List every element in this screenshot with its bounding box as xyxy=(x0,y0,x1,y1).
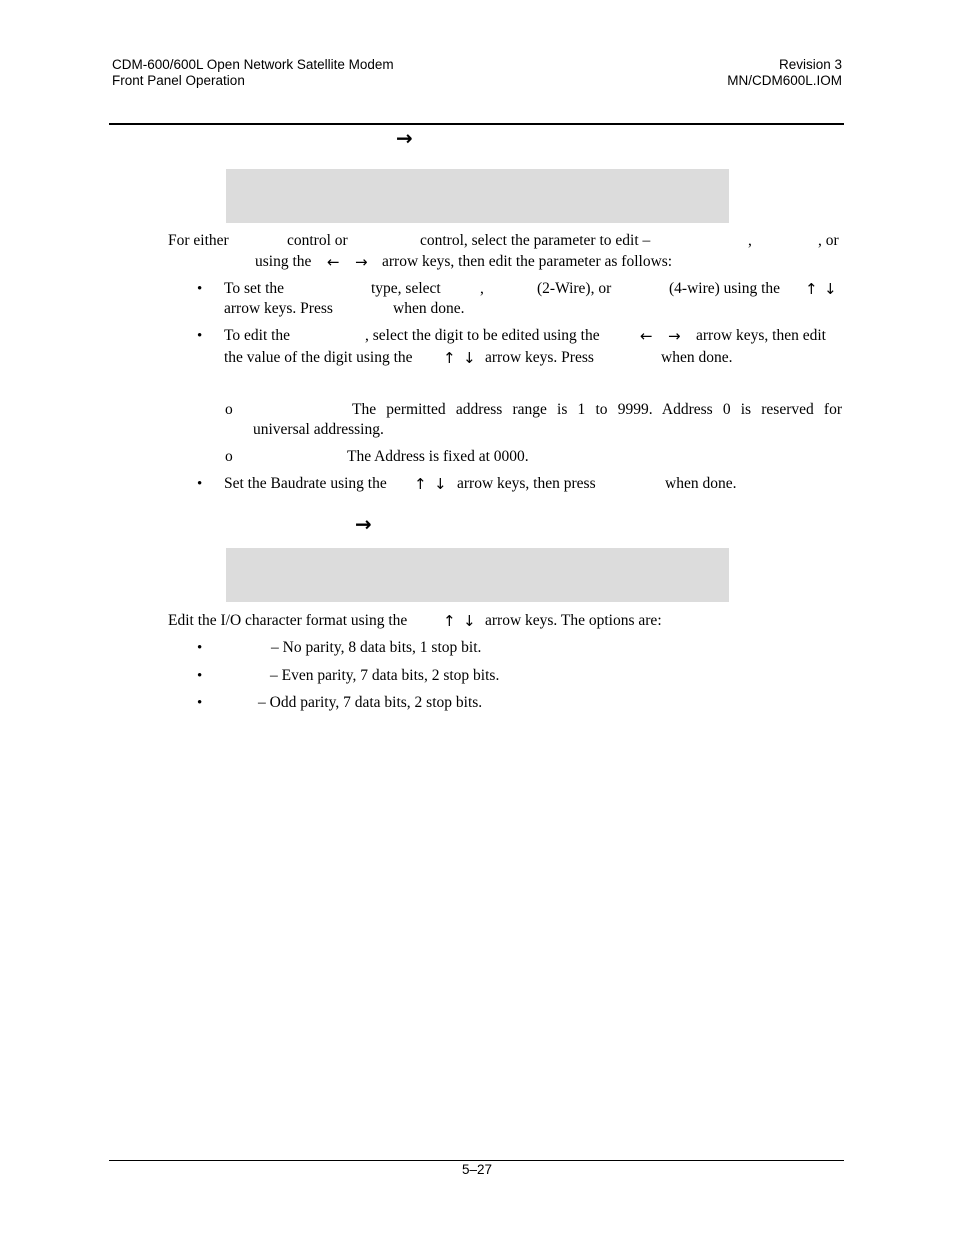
header-rule xyxy=(109,123,844,125)
bullet-icon: • xyxy=(197,476,203,492)
bullet3-text-c: when done. xyxy=(665,475,737,492)
right-arrow-icon: → xyxy=(396,126,413,150)
up-arrow-icon: ↑ xyxy=(805,280,818,298)
intro-text-1e: , or xyxy=(818,232,839,249)
intro-text-1c: control, select the parameter to edit – xyxy=(420,232,651,249)
bullet2-text-c: arrow keys, then edit xyxy=(696,327,826,344)
sub1-text-cont: universal addressing. xyxy=(253,421,384,438)
intro-text-1d: , xyxy=(748,232,752,249)
right-arrow-icon: → xyxy=(668,327,681,345)
bullet2-text-b: , select the digit to be edited using the xyxy=(365,327,600,344)
bullet-icon: • xyxy=(197,328,203,344)
format-option: – Even parity, 7 data bits, 2 stop bits. xyxy=(270,667,500,684)
bullet-icon: • xyxy=(197,281,203,297)
bullet1-text-f: arrow keys. Press xyxy=(224,300,333,317)
bullet2-text-f: when done. xyxy=(661,349,733,366)
left-arrow-icon: ← xyxy=(640,327,653,345)
up-arrow-icon: ↑ xyxy=(443,612,456,630)
sub-bullet-icon: o xyxy=(225,448,233,465)
document-header-left xyxy=(112,57,394,89)
bullet2-text-d: the value of the digit using the xyxy=(224,349,413,366)
sub1-text: The permitted address range is 1 to 9999. Address 0 is reserved for xyxy=(352,401,842,418)
intro-text-2a: using the xyxy=(255,253,312,270)
bullet1-text-b: type, select xyxy=(371,280,441,297)
intro-text-1a: For either xyxy=(168,232,229,249)
format-option: – Odd parity, 7 data bits, 2 stop bits. xyxy=(258,694,483,711)
bullet-icon: • xyxy=(197,640,203,656)
document-header-right xyxy=(727,57,842,89)
bullet1-text-e: (4-wire) using the xyxy=(669,280,781,297)
revision-label: Revision 3 xyxy=(778,57,842,72)
right-arrow-icon: → xyxy=(355,512,372,536)
bullet1-text-c: , xyxy=(480,280,484,297)
format-option: – No parity, 8 data bits, 1 stop bit. xyxy=(271,639,482,656)
lcd-display-box xyxy=(226,548,729,602)
document-title: CDM-600/600L Open Network Satellite Modem xyxy=(112,57,394,72)
footer-rule xyxy=(109,1160,844,1161)
bullet1-text-a: To set the xyxy=(224,280,285,297)
intro-text-2b: arrow keys, then edit the parameter as follows: xyxy=(382,253,673,270)
bullet2-text-e: arrow keys. Press xyxy=(485,349,594,366)
up-arrow-icon: ↑ xyxy=(443,349,456,367)
right-arrow-icon: → xyxy=(355,253,368,271)
sub2-text: The Address is fixed at 0000. xyxy=(347,448,529,465)
section2-intro-a: Edit the I/O character format using the xyxy=(168,612,408,629)
sub-bullet-icon: o xyxy=(225,401,233,418)
bullet3-text-a: Set the Baudrate using the xyxy=(224,475,387,492)
left-arrow-icon: ← xyxy=(327,253,340,271)
bullet1-text-d: (2-Wire), or xyxy=(537,280,612,297)
down-arrow-icon: ↓ xyxy=(434,475,447,493)
lcd-display-box xyxy=(226,169,729,223)
down-arrow-icon: ↓ xyxy=(463,349,476,367)
down-arrow-icon: ↓ xyxy=(463,612,476,630)
bullet2-text-a: To edit the xyxy=(224,327,291,344)
section2-intro-b: arrow keys. The options are: xyxy=(485,612,662,629)
section-title: Front Panel Operation xyxy=(112,73,245,88)
down-arrow-icon: ↓ xyxy=(824,280,837,298)
bullet3-text-b: arrow keys, then press xyxy=(457,475,596,492)
bullet1-text-g: when done. xyxy=(393,300,465,317)
up-arrow-icon: ↑ xyxy=(414,475,427,493)
page-number: 5–27 xyxy=(461,1162,493,1177)
intro-text-1b: control or xyxy=(287,232,348,249)
bullet-icon: • xyxy=(197,668,203,684)
bullet-icon: • xyxy=(197,695,203,711)
document-number: MN/CDM600L.IOM xyxy=(727,73,842,88)
